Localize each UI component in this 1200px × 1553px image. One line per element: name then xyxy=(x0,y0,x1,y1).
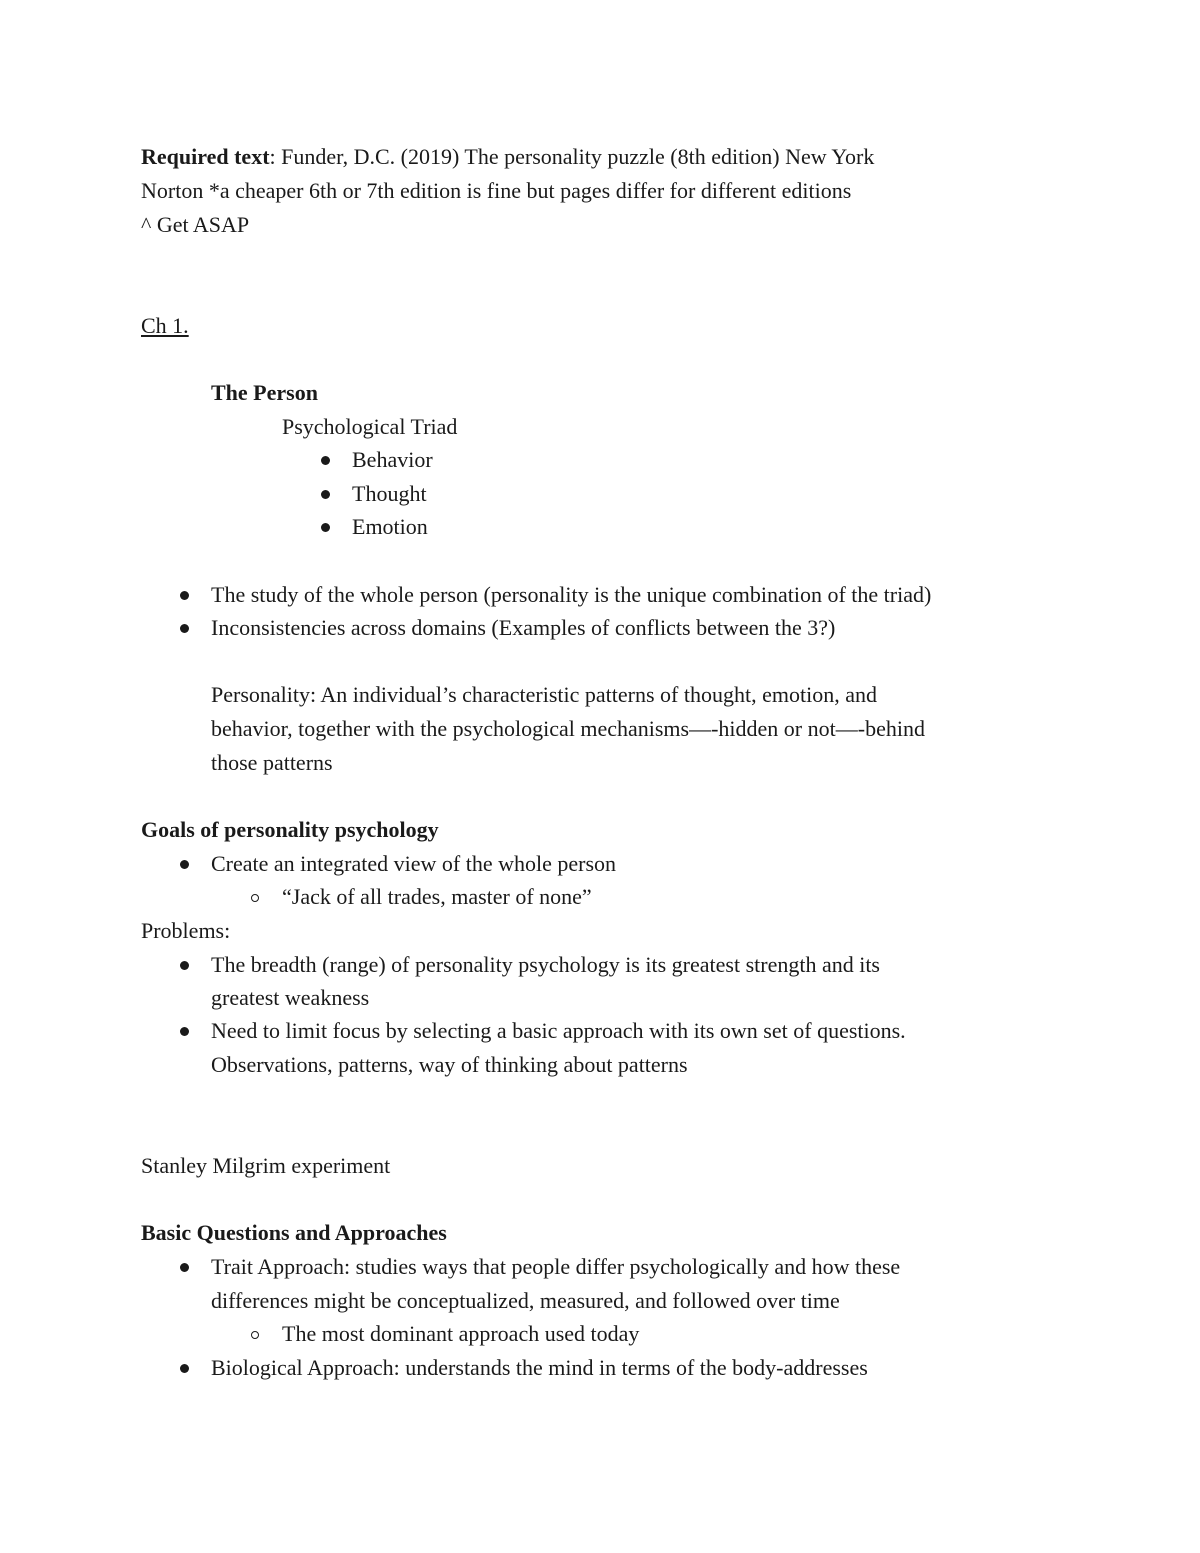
bullet-icon xyxy=(180,1027,189,1036)
bullet-icon xyxy=(321,523,330,532)
milgrim-experiment: Stanley Milgrim experiment xyxy=(141,1153,391,1178)
required-text-line-2: Norton *a cheaper 6th or 7th edition is fine but pages differ for different editions xyxy=(141,178,852,203)
person-bullet-inconsistencies: Inconsistencies across domains (Examples of conflicts between the 3?) xyxy=(211,615,836,640)
triad-subheading: Psychological Triad xyxy=(282,414,458,439)
goals-bullet: Create an integrated view of the whole person xyxy=(211,851,617,876)
personality-definition-line-3: those patterns xyxy=(211,750,333,775)
required-text-label: Required text xyxy=(141,144,270,169)
personality-definition-line-2: behavior, together with the psychological mechanisms—-hidden or not—-behind xyxy=(211,716,925,741)
required-text-citation: : Funder, D.C. (2019) The personality puzzle (8th edition) New York xyxy=(269,144,875,169)
trait-approach-line-2: differences might be conceptualized, measured, and followed over time xyxy=(211,1288,840,1313)
triad-item-emotion: Emotion xyxy=(352,514,428,539)
goals-heading: Goals of personality psychology xyxy=(141,817,439,842)
problems-bullet-2-line-1: Need to limit focus by selecting a basic approach with its own set of questions. xyxy=(211,1018,906,1043)
triad-item-behavior: Behavior xyxy=(352,447,433,472)
bullet-icon xyxy=(321,456,330,465)
problems-bullet-2-line-2: Observations, patterns, way of thinking about patterns xyxy=(211,1052,688,1077)
problems-bullet-1-line-2: greatest weakness xyxy=(211,985,370,1010)
the-person-heading: The Person xyxy=(211,380,318,405)
chapter-heading: Ch 1. xyxy=(141,313,189,338)
trait-approach-line-1: Trait Approach: studies ways that people differ psychologically and how these xyxy=(211,1254,901,1279)
goals-sub-bullet: “Jack of all trades, master of none” xyxy=(282,884,592,909)
problems-bullet-1-line-1: The breadth (range) of personality psychology is its greatest strength and its xyxy=(211,952,880,977)
bullet-icon xyxy=(180,591,189,600)
personality-definition-line-1: Personality: An individual’s characteristic patterns of thought, emotion, and xyxy=(211,682,877,707)
bullet-icon xyxy=(180,1364,189,1373)
triad-item-thought: Thought xyxy=(352,481,427,506)
required-text-line-3: ^ Get ASAP xyxy=(141,212,250,237)
bullet-icon xyxy=(180,860,189,869)
bullet-icon xyxy=(180,1263,189,1272)
trait-approach-sub-bullet: The most dominant approach used today xyxy=(282,1321,640,1346)
bullet-icon xyxy=(321,490,330,499)
person-bullet-whole-person: The study of the whole person (personality is the unique combination of the triad) xyxy=(211,582,932,607)
required-text-line-1 xyxy=(141,144,874,170)
bullet-icon xyxy=(180,624,189,633)
sub-bullet-icon xyxy=(251,894,259,902)
sub-bullet-icon xyxy=(251,1331,259,1339)
biological-approach: Biological Approach: understands the mind in terms of the body-addresses xyxy=(211,1355,868,1380)
problems-label: Problems: xyxy=(141,918,231,943)
bullet-icon xyxy=(180,961,189,970)
basic-questions-heading: Basic Questions and Approaches xyxy=(141,1220,447,1245)
